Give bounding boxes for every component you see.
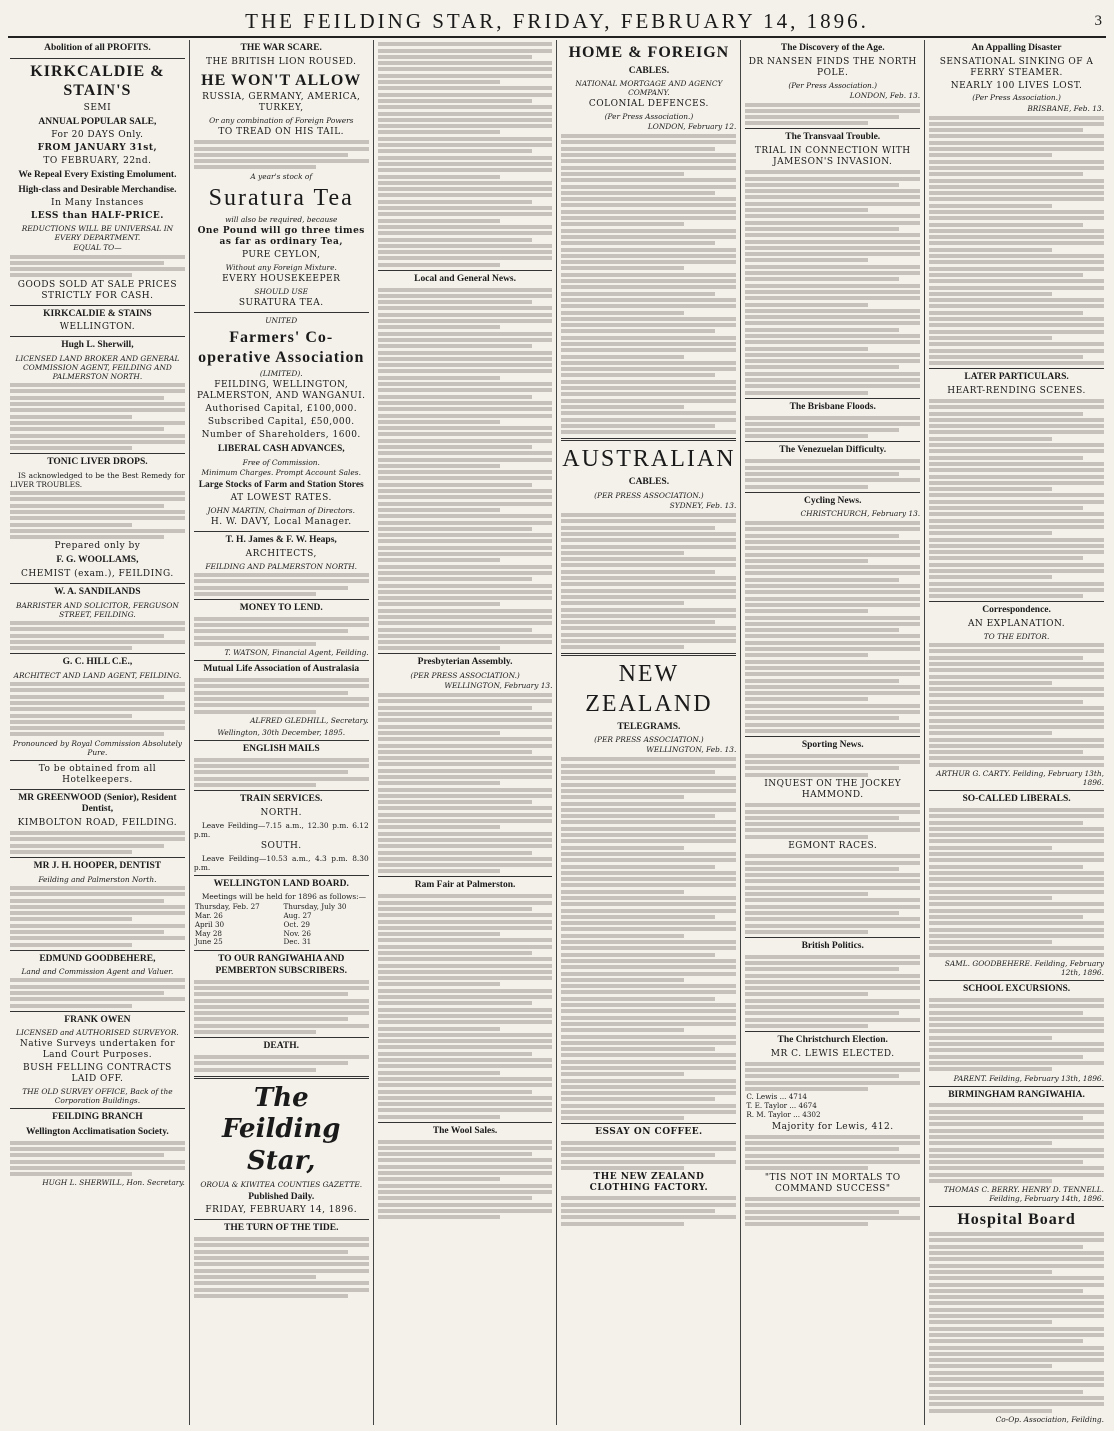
ad-line: (LIMITED).: [259, 369, 303, 379]
text-block: [561, 1196, 736, 1225]
ad-line: PURE CEYLON,: [241, 250, 321, 261]
ad-heading: Abolition of all PROFITS.: [44, 43, 151, 53]
text-block: [929, 399, 1104, 598]
ad-heading: THE WAR SCARE.: [240, 43, 322, 53]
section-heading: ENGLISH MAILS: [242, 744, 320, 755]
ad-heading: MR GREENWOOD (Senior), Resident Dentist,: [18, 792, 177, 815]
ad-line: H. W. DAVY, Local Manager.: [210, 517, 352, 528]
columns: [6, 40, 1108, 1425]
text-block: [745, 459, 920, 488]
table-cell: Mar. 26: [194, 911, 223, 921]
signature: ARTHUR G. CARTY. Feilding, February 13th, 1896.: [936, 768, 1104, 788]
election-results-table: [745, 1093, 920, 1119]
text-block: [561, 513, 736, 649]
ad-line: AN EXPLANATION.: [967, 618, 1066, 629]
ad-heading: G. C. HILL C.E.,: [62, 657, 133, 668]
ad-heading: Wellington Acclimatisation Society.: [26, 1126, 169, 1137]
table-cell: June 25: [194, 937, 223, 947]
text-block: [929, 116, 1104, 366]
ad-line: REDUCTIONS WILL BE UNIVERSAL IN EVERY DEPARTMENT.: [21, 224, 174, 243]
section-heading: The Brisbane Floods.: [789, 401, 876, 412]
text-block: [10, 682, 185, 736]
text-block: [745, 103, 920, 126]
text-block: [378, 693, 553, 873]
text-block: [10, 1141, 185, 1176]
ad-line: EVERY HOUSEKEEPER: [222, 274, 341, 285]
ad-line: (PER PRESS ASSOCIATION.): [594, 735, 704, 745]
signature: HUGH L. SHERWILL, Hon. Secretary.: [42, 1178, 185, 1188]
ad-line: IS acknowledged to be the Best Remedy for LIVER TROUBLES.: [10, 470, 185, 489]
ad-line: TRIAL IN CONNECTION WITH JAMESON'S INVASION.: [754, 146, 911, 168]
ad-heading: KIRKCALDIE & STAINS: [43, 308, 152, 319]
ad-line: SURATURA TEA.: [238, 298, 324, 309]
ad-line: LICENSED and AUTHORISED SURVEYOR.: [16, 1028, 179, 1038]
ad-heading: Large Stocks of Farm and Station Stores: [198, 479, 364, 490]
ad-heading: FRANK OWEN: [64, 1014, 131, 1025]
section-heading: BIRMINGHAM RANGIWAHIA.: [948, 1089, 1085, 1100]
ad-line: SEMI: [83, 102, 112, 113]
text-block: [194, 1055, 369, 1072]
ad-line: Wellington, 30th December, 1895.: [217, 727, 346, 737]
section-heading: TO OUR RANGIWAHIA AND PEMBERTON SUBSCRIBERS.: [215, 954, 347, 976]
ad-line: (Per Press Association.): [604, 112, 694, 122]
ad-line: Land and Commission Agent and Valuer.: [21, 967, 174, 977]
ad-line: To be obtained from all Hotelkeepers.: [38, 763, 157, 785]
ad-line: ARCHITECTS,: [245, 548, 317, 559]
section-heading: The Christchurch Election.: [777, 1034, 888, 1045]
dateline: WELLINGTON, February 13.: [444, 681, 553, 691]
text-block: [745, 803, 920, 838]
ad-heading: High-class and Desirable Merchandise.: [18, 184, 177, 195]
ad-line: LICENSED LAND BROKER AND GENERAL COMMISSION AGENT, FEILDING AND PALMERSTON NORTH.: [15, 353, 180, 381]
ad-line: DR NANSEN FINDS THE NORTH POLE.: [748, 56, 917, 78]
ad-line: CHEMIST (exam.), FEILDING.: [21, 569, 174, 580]
table-row: [194, 938, 369, 947]
section-heading: CABLES.: [628, 65, 670, 76]
signature: THOMAS C. BERRY. HENRY D. TENNELL. Feilding, February 14th, 1896.: [943, 1185, 1104, 1204]
ad-line: One Pound will go three times as far as ordinary Tea,: [197, 226, 365, 248]
newspaper-logo: The Feilding Star,: [222, 1082, 341, 1176]
signature: SAML. GOODBEHERE. Feilding, February 12th, 1896.: [944, 959, 1104, 978]
ad-line: Free of Commission.: [242, 457, 320, 467]
ad-line: Or any combination of Foreign Powers: [209, 116, 354, 125]
section-heading: TRAIN SERVICES.: [239, 794, 323, 805]
ad-line: FROM JANUARY 31st,: [37, 143, 158, 154]
ad-heading: TONIC LIVER DROPS.: [47, 457, 148, 468]
section-heading: CABLES.: [628, 477, 670, 488]
masthead: [8, 6, 1106, 38]
ad-line: TO FEBRUARY, 22nd.: [43, 156, 152, 167]
ad-heading: FEILDING BRANCH: [52, 1112, 143, 1123]
signature: T. WATSON, Financial Agent, Feilding.: [224, 648, 369, 658]
section-heading: British Politics.: [801, 940, 864, 951]
ad-line: A year's stock of: [250, 171, 313, 181]
ad-line: COLONIAL DEFENCES.: [588, 99, 709, 110]
ad-heading: We Repeal Every Existing Emolument.: [18, 170, 177, 181]
ad-heading: "TIS NOT IN MORTALS TO COMMAND SUCCESS": [764, 1172, 901, 1194]
dateline: WELLINGTON, Feb. 13.: [646, 745, 737, 755]
section-heading: Sporting News.: [801, 739, 864, 750]
text-block: [10, 831, 185, 854]
text-block: [10, 978, 185, 1007]
text-block: [378, 42, 553, 266]
text-block: [745, 1135, 920, 1170]
ad-line: FEILDING, WELLINGTON, PALMERSTON, AND WANGANUI.: [196, 380, 366, 402]
ad-line: TO TREAD ON HIS TAIL.: [218, 127, 345, 138]
ad-line: BARRISTER AND SOLICITOR, FERGUSON STREET, FEILDING.: [16, 600, 179, 619]
section-heading: An Appalling Disaster: [971, 43, 1062, 53]
ad-line: (PER PRESS ASSOCIATION.): [594, 490, 704, 500]
dateline: SYDNEY, Feb. 13.: [669, 501, 737, 511]
column-5: [741, 40, 925, 1425]
text-block: [194, 617, 369, 646]
ad-line: FEILDING AND PALMERSTON NORTH.: [205, 561, 358, 571]
ad-heading: F. G. WOOLLAMS,: [56, 555, 139, 566]
ad-line: HEART-RENDING SCENES.: [947, 385, 1086, 396]
timetable-line: Leave Feilding—10.53 a.m., 4.3 p.m. 8.30 p.m.: [193, 853, 369, 872]
text-block: [929, 998, 1104, 1071]
ad-title: KIRKCALDIE & STAIN'S: [30, 62, 165, 100]
ad-line: BUSH FELLING CONTRACTS LAID OFF.: [23, 1063, 172, 1085]
section-heading: Ram Fair at Palmerston.: [414, 880, 516, 891]
ad-title: Farmers' Co-operative Association: [198, 329, 365, 366]
signature: Co-Op. Association, Feilding.: [995, 1414, 1104, 1424]
text-block: [194, 573, 369, 596]
ad-heading: MR J. H. HOOPER, DENTIST: [33, 861, 162, 871]
section-heading: Correspondence.: [982, 605, 1051, 616]
table-cell: Oct. 29: [283, 919, 310, 929]
text-block: [10, 886, 185, 947]
text-block: [745, 416, 920, 439]
section-heading: TELEGRAMS.: [617, 721, 681, 732]
ad-line: Minimum Charges. Prompt Account Sales.: [201, 467, 361, 477]
text-block: [745, 854, 920, 934]
column-2: [190, 40, 374, 1425]
ad-line: (PER PRESS ASSOCIATION.): [410, 671, 520, 681]
text-block: [378, 1140, 553, 1220]
ad-line: MR C. LEWIS ELECTED.: [770, 1048, 895, 1059]
text-block: [745, 1062, 920, 1091]
ad-line: In Many Instances: [51, 198, 144, 209]
text-block: [929, 1232, 1104, 1412]
section-heading: The Venezuelan Difficulty.: [779, 445, 887, 456]
column-3: [374, 40, 558, 1425]
ad-line: UNITED: [265, 316, 298, 326]
ad-line: For 20 DAYS Only.: [51, 130, 144, 141]
ad-line: THE BRITISH LION ROUSED.: [205, 56, 357, 67]
ad-line: will also be required, because: [225, 215, 338, 225]
ad-line: (Per Press Association.): [788, 80, 878, 90]
text-block: [929, 643, 1104, 767]
ad-heading: T. H. James & F. W. Heaps,: [225, 535, 337, 546]
ad-line: Prepared only by: [54, 541, 141, 552]
text-block: [929, 808, 1104, 957]
text-block: [561, 1141, 736, 1170]
section-heading: SO-CALLED LIBERALS.: [962, 794, 1071, 805]
masthead-title: THE FEILDING STAR, FRIDAY, FEBRUARY 14, 1896.: [245, 8, 869, 33]
issue-date: FRIDAY, FEBRUARY 14, 1896.: [205, 1205, 358, 1216]
ad-title: HE WON'T ALLOW: [201, 71, 362, 89]
section-heading: Local and General News.: [414, 273, 516, 284]
ad-line: SENSATIONAL SINKING OF A FERRY STEAMER.: [939, 56, 1094, 78]
ad-line: GOODS SOLD AT SALE PRICES STRICTLY FOR CASH.: [17, 279, 178, 301]
text-block: [745, 521, 920, 733]
ad-heading: ESSAY ON COFFEE.: [595, 1127, 703, 1138]
text-block: [10, 621, 185, 650]
ad-heading: Mutual Life Association of Australasia: [203, 664, 360, 675]
ad-line: Native Surveys undertaken for Land Court Purposes.: [19, 1039, 176, 1061]
ad-line: TO THE EDITOR.: [983, 631, 1050, 641]
ad-heading: ANNUAL POPULAR SALE,: [38, 116, 157, 127]
signature: ALFRED GLEDHILL, Secretary.: [250, 715, 369, 725]
section-heading: SCHOOL EXCURSIONS.: [962, 984, 1071, 995]
signature: PARENT. Feilding, February 13th, 1896.: [953, 1073, 1104, 1083]
ad-line: Authorised Capital, £100,000.: [205, 404, 358, 415]
text-block: [561, 757, 736, 1120]
ad-line: NORTH.: [260, 807, 303, 818]
ad-line: Feilding and Palmerston North.: [38, 874, 157, 884]
section-heading: Presbyterian Assembly.: [417, 657, 513, 668]
text-block: [10, 383, 185, 450]
text-block: [194, 1237, 369, 1298]
section-title: HOME & FOREIGN: [568, 44, 730, 61]
table-cell: C. Lewis ... 4714: [746, 1092, 808, 1102]
table-row: [745, 1111, 920, 1120]
table-cell: April 30: [194, 919, 225, 929]
table-cell: Nov. 26: [283, 928, 312, 938]
ad-line: EQUAL TO—: [73, 243, 122, 253]
text-block: [745, 1197, 920, 1226]
ad-line: EGMONT RACES.: [788, 840, 878, 851]
section-heading: The Discovery of the Age.: [780, 43, 885, 53]
column-4: [557, 40, 741, 1425]
ad-heading: Hugh L. Sherwill,: [61, 340, 134, 351]
section-title: AUSTRALIAN: [562, 446, 736, 473]
table-cell: May 28: [194, 928, 222, 938]
text-block: [745, 754, 920, 777]
ad-line: Majority for Lewis, 412.: [771, 1121, 894, 1132]
text-block: [929, 1103, 1104, 1183]
ad-line: OROUA & KIWITEA COUNTIES GAZETTE.: [200, 1179, 363, 1189]
column-1: [6, 40, 190, 1425]
ad-line: SOUTH.: [260, 840, 302, 851]
timetable-line: Leave Feilding—7.15 a.m., 12.30 p.m. 6.12 p.m.: [193, 820, 369, 839]
ad-line: Subscribed Capital, £50,000.: [207, 417, 355, 428]
table-cell: Aug. 27: [283, 911, 312, 921]
table-cell: Dec. 31: [283, 937, 312, 947]
table-cell: Thursday, Feb. 27: [194, 902, 260, 912]
page-number: 3: [1094, 12, 1102, 29]
text-block: [10, 255, 185, 278]
table-cell: R. M. Taylor ... 4302: [746, 1109, 821, 1119]
ad-line: AT LOWEST RATES.: [230, 493, 332, 504]
section-heading: LATER PARTICULARS.: [964, 372, 1069, 383]
text-block: [745, 955, 920, 1028]
text-block: [194, 140, 369, 169]
ad-line: Without any Foreign Mixture.: [225, 263, 337, 273]
ad-line: KIMBOLTON ROAD, FEILDING.: [17, 817, 178, 828]
meeting-dates-table: [194, 903, 369, 947]
section-title: NEW ZEALAND: [585, 661, 713, 717]
text-block: [194, 758, 369, 787]
section-heading: The Wool Sales.: [432, 1125, 498, 1136]
section-heading: WELLINGTON LAND BOARD.: [213, 878, 349, 889]
text-block: [378, 894, 553, 1118]
ad-heading: THE NEW ZEALAND CLOTHING FACTORY.: [589, 1172, 709, 1194]
section-heading: Cycling News.: [803, 495, 862, 506]
ad-line: Pronounced by Royal Commission Absolutely Pure.: [12, 738, 182, 757]
ad-heading: MONEY TO LEND.: [239, 602, 323, 613]
ad-line: NATIONAL MORTGAGE AND AGENCY COMPANY.: [575, 79, 723, 98]
table-cell: Thursday, July 30: [283, 902, 347, 912]
ad-heading: W. A. SANDILANDS: [54, 586, 141, 597]
dateline: LONDON, Feb. 13.: [849, 90, 921, 100]
text-block: [378, 288, 553, 651]
table-cell: T. E. Taylor ... 4674: [746, 1101, 817, 1111]
text-block: [745, 170, 920, 394]
section-heading: Published Daily.: [248, 1191, 315, 1202]
ad-line: (Per Press Association.): [972, 93, 1061, 103]
ad-line: INQUEST ON THE JOCKEY HAMMOND.: [764, 778, 902, 800]
dateline: BRISBANE, Feb. 13.: [1027, 103, 1104, 113]
column-6: [925, 40, 1108, 1425]
section-heading: The Transvaal Trouble.: [785, 132, 881, 143]
ad-line: LESS than HALF-PRICE.: [30, 211, 164, 222]
ad-title: Suratura Tea: [208, 184, 354, 211]
ad-line: THE OLD SURVEY OFFICE, Back of the Corporation Buildings.: [22, 1087, 173, 1106]
dateline: CHRISTCHURCH, February 13.: [800, 509, 921, 519]
text-block: [10, 491, 185, 539]
section-heading: DEATH.: [263, 1041, 299, 1052]
ad-line: WELLINGTON.: [59, 322, 136, 333]
ad-heading: EDMUND GOODBEHERE,: [39, 953, 156, 964]
dateline: LONDON, February 12.: [647, 122, 737, 132]
section-title: Hospital Board: [957, 1211, 1076, 1229]
text-block: [194, 678, 369, 713]
ad-line: RUSSIA, GERMANY, AMERICA, TURKEY,: [202, 92, 361, 114]
ad-line: JOHN MARTIN, Chairman of Directors.: [207, 506, 355, 516]
ad-line: Meetings will be held for 1896 as follows:—: [201, 892, 367, 902]
ad-line: ARCHITECT AND LAND AGENT, FEILDING.: [13, 670, 182, 680]
text-block: [561, 134, 736, 434]
ad-heading: LIBERAL CASH ADVANCES,: [217, 443, 345, 454]
ad-line: SHOULD USE: [254, 287, 309, 297]
ad-line: Number of Shareholders, 1600.: [201, 429, 361, 440]
section-heading: THE TURN OF THE TIDE.: [224, 1223, 339, 1234]
ad-line: NEARLY 100 LIVES LOST.: [950, 80, 1083, 91]
text-block: [194, 980, 369, 1034]
